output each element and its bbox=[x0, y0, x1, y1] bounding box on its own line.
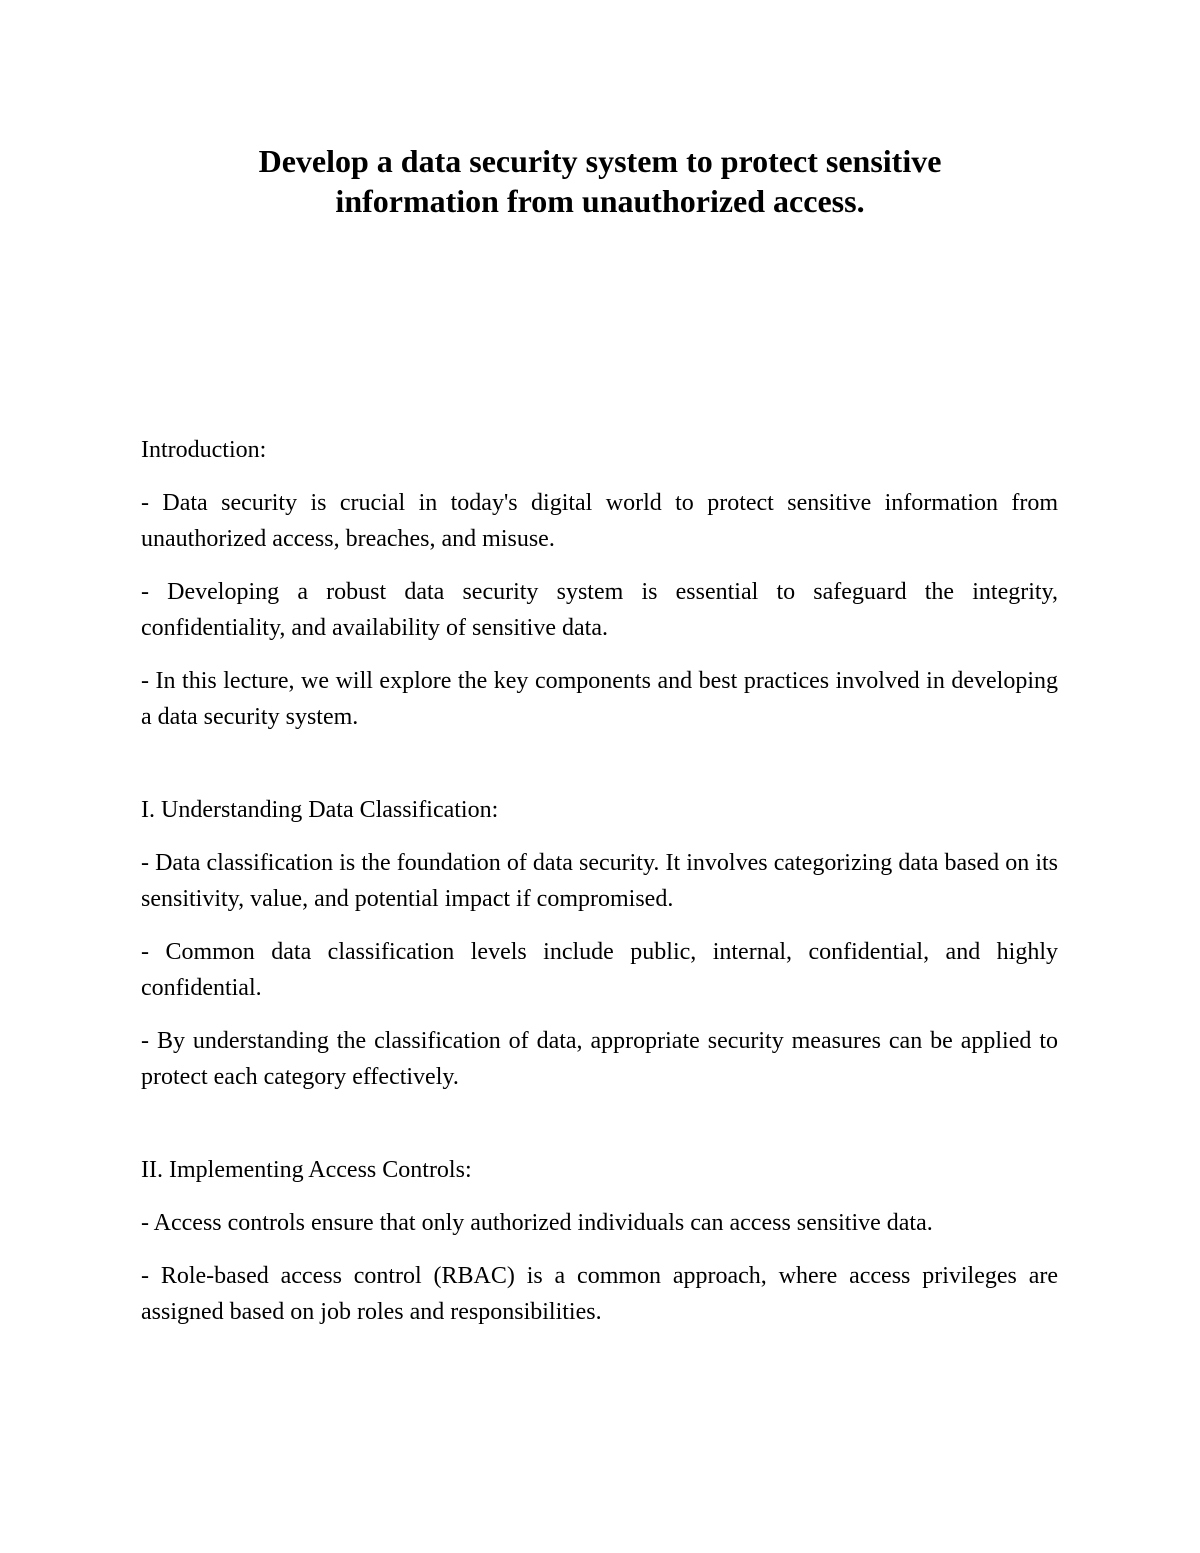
bullet-paragraph: - Data classification is the foundation of data security. It involves categorizing data based on its sensitivity, value, and potential impact if compromised. bbox=[141, 850, 1058, 912]
section-heading: II. Implementing Access Controls: bbox=[141, 1157, 472, 1183]
document-body bbox=[141, 432, 1058, 1330]
bullet-paragraph: - Common data classification levels include public, internal, confidential, and highly confidential. bbox=[141, 939, 1058, 1001]
bullet-paragraph: - Access controls ensure that only authorized individuals can access sensitive data. bbox=[141, 1210, 933, 1236]
bullet-paragraph: - Data security is crucial in today's digital world to protect sensitive information from unauthorized access, breaches, and misuse. bbox=[141, 490, 1058, 552]
title-line-2: information from unauthorized access. bbox=[335, 183, 865, 219]
section-introduction bbox=[141, 432, 1058, 735]
title-line-1: Develop a data security system to protect sensitive bbox=[258, 143, 942, 179]
section-heading: I. Understanding Data Classification: bbox=[141, 797, 499, 823]
section-access-controls bbox=[141, 1152, 1058, 1330]
document-title bbox=[150, 141, 1050, 221]
bullet-paragraph: - Role-based access control (RBAC) is a common approach, where access privileges are assigned based on job roles and responsibilities. bbox=[141, 1263, 1058, 1325]
bullet-paragraph: - Developing a robust data security system is essential to safeguard the integrity, confidentiality, and availability of sensitive data. bbox=[141, 579, 1058, 641]
section-spacer bbox=[141, 1095, 1058, 1152]
section-spacer bbox=[141, 735, 1058, 792]
section-data-classification bbox=[141, 792, 1058, 1095]
bullet-paragraph: - In this lecture, we will explore the key components and best practices involved in developing a data security system. bbox=[141, 668, 1058, 730]
bullet-paragraph: - By understanding the classification of data, appropriate security measures can be applied to protect each category effectively. bbox=[141, 1028, 1058, 1090]
section-heading: Introduction: bbox=[141, 437, 267, 463]
